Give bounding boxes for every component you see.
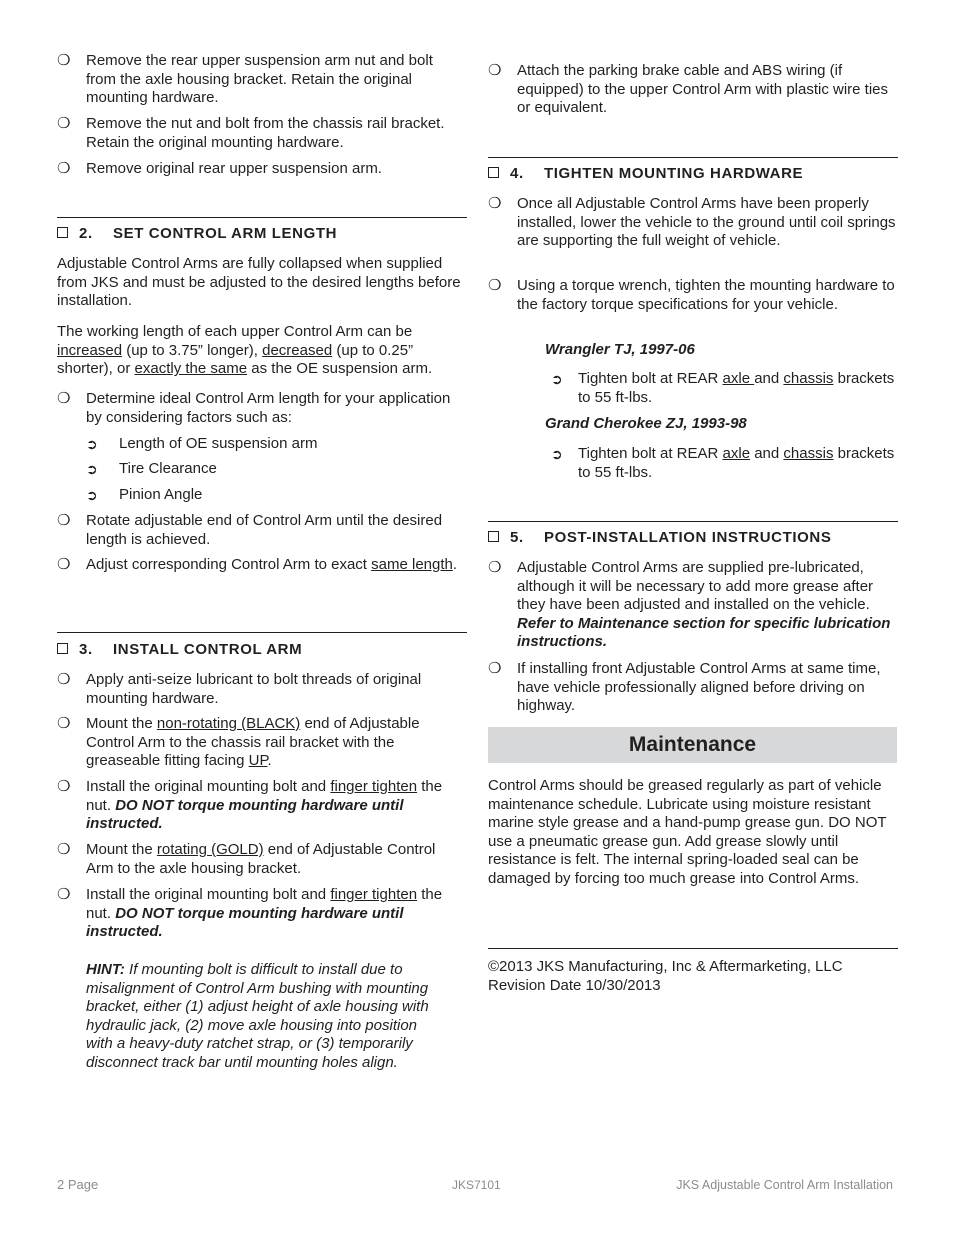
paragraph: The working length of each upper Control Arm can be increased (up to 3.75” longer), decreased (up to 0.25” shorter), or exactly the same as the OE suspension arm. xyxy=(57,323,433,378)
maintenance-heading: Maintenance xyxy=(488,727,897,763)
arrow-right-icon: ➲ xyxy=(86,436,98,452)
bullet-circle-icon: ❍ xyxy=(57,115,71,132)
checkbox-icon xyxy=(488,531,499,542)
list-item: ❍ If installing front Adjustable Control Arms at same time, have vehicle professionally aligned before driving on highway. xyxy=(488,660,881,715)
sub-list-item: ➲ Tighten bolt at REAR axle and chassis brackets to 55 ft-lbs. xyxy=(551,370,895,406)
list-item: ❍ Remove original rear upper suspension arm. xyxy=(57,160,382,177)
list-item: ❍ Once all Adjustable Control Arms have been properly installed, lower the vehicle to the ground until coil springs are supporting the full weight of vehicle. xyxy=(488,195,896,250)
sub-list-item: ➲ Tighten bolt at REAR axle and chassis brackets to 55 ft-lbs. xyxy=(551,445,895,481)
vehicle-heading: Wrangler TJ, 1997-06 xyxy=(545,341,695,358)
arrow-right-icon: ➲ xyxy=(86,487,98,503)
sub-list-item: ➲ Pinion Angle xyxy=(86,486,203,503)
bullet-circle-icon: ❍ xyxy=(488,559,502,576)
paragraph: Adjustable Control Arms are fully collapsed when supplied from JKS and must be adjusted to the desired lengths before installation. xyxy=(57,255,461,310)
bullet-circle-icon: ❍ xyxy=(57,512,71,529)
bullet-circle-icon: ❍ xyxy=(57,671,71,688)
section-divider xyxy=(57,632,467,633)
page-number: 2 Page xyxy=(57,1177,99,1192)
list-item: ❍ Adjust corresponding Control Arm to exact same length. xyxy=(57,556,458,573)
section-divider xyxy=(488,521,898,522)
copyright: ©2013 JKS Manufacturing, Inc & Aftermarketing, LLC xyxy=(488,958,843,975)
list-item: ❍ Attach the parking brake cable and ABS wiring (if equipped) to the upper Control Arm with plastic wire ties or equivalent. xyxy=(488,62,889,117)
arrow-right-icon: ➲ xyxy=(551,371,563,387)
section-heading: 2. SET CONTROL ARM LENGTH xyxy=(57,225,337,244)
bullet-circle-icon: ❍ xyxy=(488,195,502,212)
checkbox-icon xyxy=(57,643,68,654)
list-item: ❍ Install the original mounting bolt and finger tighten the nut. DO NOT torque mounting hardware until instructed. xyxy=(57,778,443,833)
revision-date: Revision Date 10/30/2013 xyxy=(488,977,661,994)
sub-list-item: ➲ Length of OE suspension arm xyxy=(86,435,318,452)
checkbox-icon xyxy=(57,227,68,238)
footer-divider xyxy=(488,948,898,949)
bullet-circle-icon: ❍ xyxy=(57,841,71,858)
vehicle-heading: Grand Cherokee ZJ, 1993-98 xyxy=(545,415,747,432)
sub-list-item: ➲ Tire Clearance xyxy=(86,460,217,477)
section-divider xyxy=(488,157,898,158)
list-item: ❍ Remove the rear upper suspension arm nut and bolt from the axle housing bracket. Retain the original mounting hardware. xyxy=(57,52,433,107)
list-item: ❍ Install the original mounting bolt and finger tighten the nut. DO NOT torque mounting hardware until instructed. xyxy=(57,886,443,941)
maintenance-paragraph: Control Arms should be greased regularly as part of vehicle maintenance schedule. Lubricate using moisture resistant marine style grease and a hand-pump grease gun. DO NOT use a pneumatic grease gun. Add grease slowly until resistance is felt. The internal spring-loaded seal can be damaged by forcing too much grease into Control Arms. xyxy=(488,777,887,887)
bullet-circle-icon: ❍ xyxy=(488,62,502,79)
bullet-circle-icon: ❍ xyxy=(57,715,71,732)
bullet-circle-icon: ❍ xyxy=(57,52,71,69)
checkbox-icon xyxy=(488,167,499,178)
bullet-circle-icon: ❍ xyxy=(57,390,71,407)
document-title: JKS Adjustable Control Arm Installation xyxy=(676,1178,893,1192)
document-code: JKS7101 xyxy=(452,1178,501,1192)
list-item: ❍ Using a torque wrench, tighten the mounting hardware to the factory torque specifications for your vehicle. xyxy=(488,277,895,313)
bullet-circle-icon: ❍ xyxy=(57,778,71,795)
list-item: ❍ Mount the rotating (GOLD) end of Adjustable Control Arm to the axle housing bracket. xyxy=(57,841,436,877)
section-heading: 5. POST-INSTALLATION INSTRUCTIONS xyxy=(488,529,831,548)
list-item: ❍ Rotate adjustable end of Control Arm until the desired length is achieved. xyxy=(57,512,443,548)
list-item: ❍ Mount the non-rotating (BLACK) end of Adjustable Control Arm to the chassis rail bracket with the greaseable fitting facing UP. xyxy=(57,715,420,770)
section-heading: 4. TIGHTEN MOUNTING HARDWARE xyxy=(488,165,803,184)
bullet-circle-icon: ❍ xyxy=(57,556,71,573)
bullet-circle-icon: ❍ xyxy=(488,277,502,294)
bullet-circle-icon: ❍ xyxy=(57,886,71,903)
list-item: ❍ Remove the nut and bolt from the chassis rail bracket. Retain the original mounting hardware. xyxy=(57,115,445,151)
arrow-right-icon: ➲ xyxy=(551,446,563,462)
bullet-circle-icon: ❍ xyxy=(488,660,502,677)
hint-note: HINT: If mounting bolt is difficult to install due to misalignment of Control Arm bushing with mounting bracket, either (1) adjust height of axle housing with hydraulic jack, (2) move axle housing into position with a heavy-duty ratchet strap, or (3) temporarily disconnect track bar until mounting holes align. xyxy=(86,961,429,1071)
list-item: ❍ Determine ideal Control Arm length for your application by considering factors such as: xyxy=(57,390,451,426)
list-item: ❍ Apply anti-seize lubricant to bolt threads of original mounting hardware. xyxy=(57,671,422,707)
section-divider xyxy=(57,217,467,218)
list-item: ❍ Adjustable Control Arms are supplied pre-lubricated, although it will be necessary to add more grease after they have been adjusted and installed on the vehicle. Refer to Maintenance section for specific lubrication instructions. xyxy=(488,559,891,651)
bullet-circle-icon: ❍ xyxy=(57,160,71,177)
arrow-right-icon: ➲ xyxy=(86,461,98,477)
section-heading: 3. INSTALL CONTROL ARM xyxy=(57,641,302,660)
